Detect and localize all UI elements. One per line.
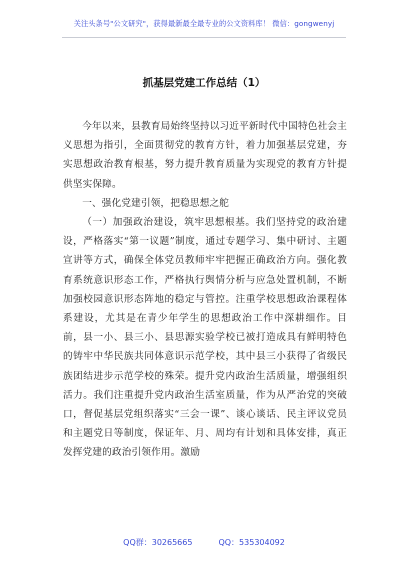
header-promo-text: 关注头条号"公文研究"，获得最新最全最专业的公文资料库！ 微信：gongwenyj	[73, 19, 335, 28]
body-paragraph: （一）加强政治建设，筑牢思想根基。我们坚持党的政治建设，严格落实“第一议题”制度，通过专题学习、集中研讨、主题宣讲等方式，确保全体党员教师牢牢把握正确政治方向。强化教育系统意识形态工作，严格执行舆情分析与应急处置机制，不断加强校园意识形态阵地的稳定与管控。注重学校思想政治课程体系建设，尤其是在青少年学生的思想政治工作中深耕细作。目前，县一小、县三小、县思源实验学校已被打造成具有鲜明特色的铸牢中华民族共同体意识示范学校，其中县三小获得了省级民族团结进步示范学校的殊荣。提升党内政治生活质量，增强组织活力。我们注重提升党内政治生活室质量，作为从严治党的突破口，督促基层党组织落实“三会一课”、谈心谈话、民主评议党员和主题党日等制度，保证年、月、周均有计划和具体安排，真正发挥党建的政治引领作用。激励	[63, 217, 347, 459]
section-heading: 一、强化党建引领，把稳思想之舵	[82, 197, 230, 209]
footer-contact	[0, 537, 408, 548]
intro-paragraph: 今年以来，县教育局始终坚持以习近平新时代中国特色社会主义思想为指引，全面贯彻党的教育方针，着力加强基层党建，夯实思想政治教育根基，努力提升教育质量为实现党的教育方针提供坚实保障。	[63, 121, 347, 190]
document-body	[63, 117, 347, 463]
document-title: 抓基层党建工作总结（1）	[142, 77, 266, 89]
footer-qq: QQ：535304092	[218, 538, 285, 547]
header-divider	[62, 37, 346, 38]
footer-qq-group: QQ群：30265665	[123, 538, 193, 547]
